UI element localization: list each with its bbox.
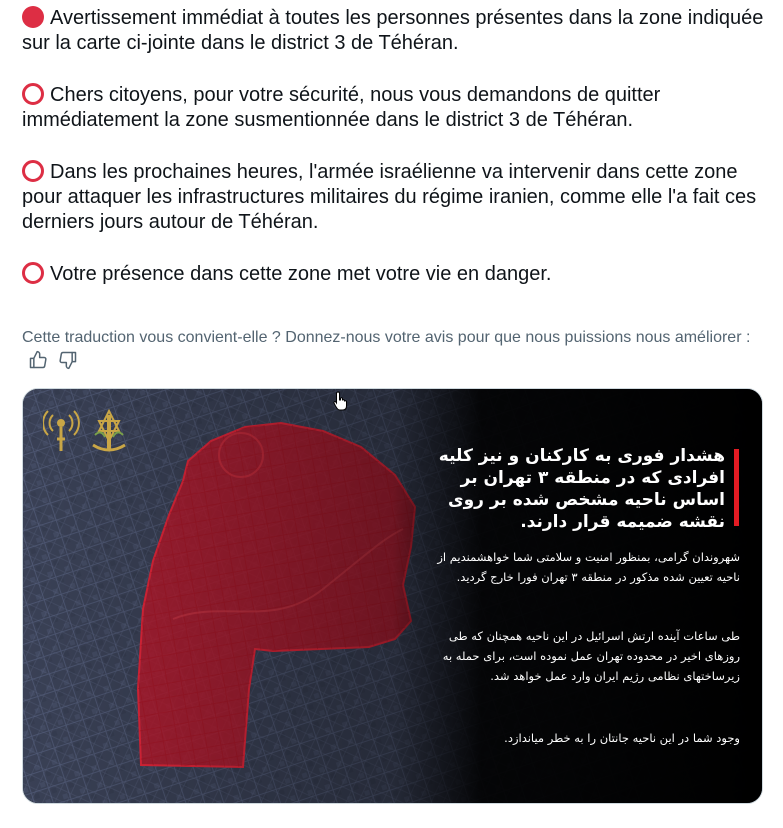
paragraph-4-text: Votre présence dans cette zone met votre vie en danger. <box>50 263 552 285</box>
thumbs-down-icon[interactable] <box>58 350 78 370</box>
image-paragraph-3: وجود شما در این ناحیه جانتان را به خطر میاندازد. <box>504 731 740 745</box>
attached-evacuation-map-image[interactable] <box>22 388 763 804</box>
translation-feedback <box>22 326 762 374</box>
paragraph-4 <box>22 262 767 287</box>
image-paragraph-2: طی ساعات آینده ارتش اسرائیل در این ناحیه همچنان که طی روزهای اخیر در محدوده تهران عمل نموده است، برای حمله به زیرساختهای نظامی رژیم ایران وارد عمل خواهد شد. <box>442 629 740 683</box>
paragraph-2-text: Chers citoyens, pour votre sécurité, nous vous demandons de quitter immédiatement la zone susmentionnée dans le district 3 de Téhéran. <box>22 84 661 131</box>
hollow-red-circle-icon <box>22 83 44 105</box>
paragraph-1 <box>22 6 767 56</box>
hollow-red-circle-icon <box>22 262 44 284</box>
image-paragraph-1: شهروندان گرامی، بمنظور امنیت و سلامتی شما خواهشمندیم از ناحیه تعیین شده مذکور در منطقه ۳ تهران فورا خارج گردید. <box>437 550 740 584</box>
hand-pointer-cursor-icon <box>333 391 349 411</box>
paragraph-3-text: Dans les prochaines heures, l'armée israélienne va intervenir dans cette zone pour attaquer les infrastructures militaires du régime iranien, comme elle l'a fait ces derniers jours autour de Téhéran. <box>22 161 757 233</box>
paragraph-2 <box>22 83 767 133</box>
idf-emblem-icon <box>93 411 125 451</box>
post-text <box>22 6 767 287</box>
antenna-unit-emblem-icon <box>43 411 79 451</box>
accent-bar <box>734 449 739 526</box>
filled-red-circle-icon <box>22 6 44 28</box>
paragraph-1-text: Avertissement immédiat à toutes les personnes présentes dans la zone indiquée sur la carte ci-jointe dans le district 3 de Téhéran. <box>22 7 764 54</box>
hollow-red-circle-icon <box>22 160 44 182</box>
emblems <box>43 407 153 457</box>
thumbs-up-icon[interactable] <box>28 350 48 370</box>
feedback-prompt: Cette traduction vous convient-elle ? Donnez-nous votre avis pour que nous puissions nous améliorer : <box>22 329 751 346</box>
image-warning-title: هشدار فوری به کارکنان و نیز کلیه افرادی که در منطقه ۳ تهران بر اساس ناحیه مشخص شده بر روی نقشه ضمیمه قرار دارند. <box>438 446 725 532</box>
paragraph-3 <box>22 160 767 235</box>
